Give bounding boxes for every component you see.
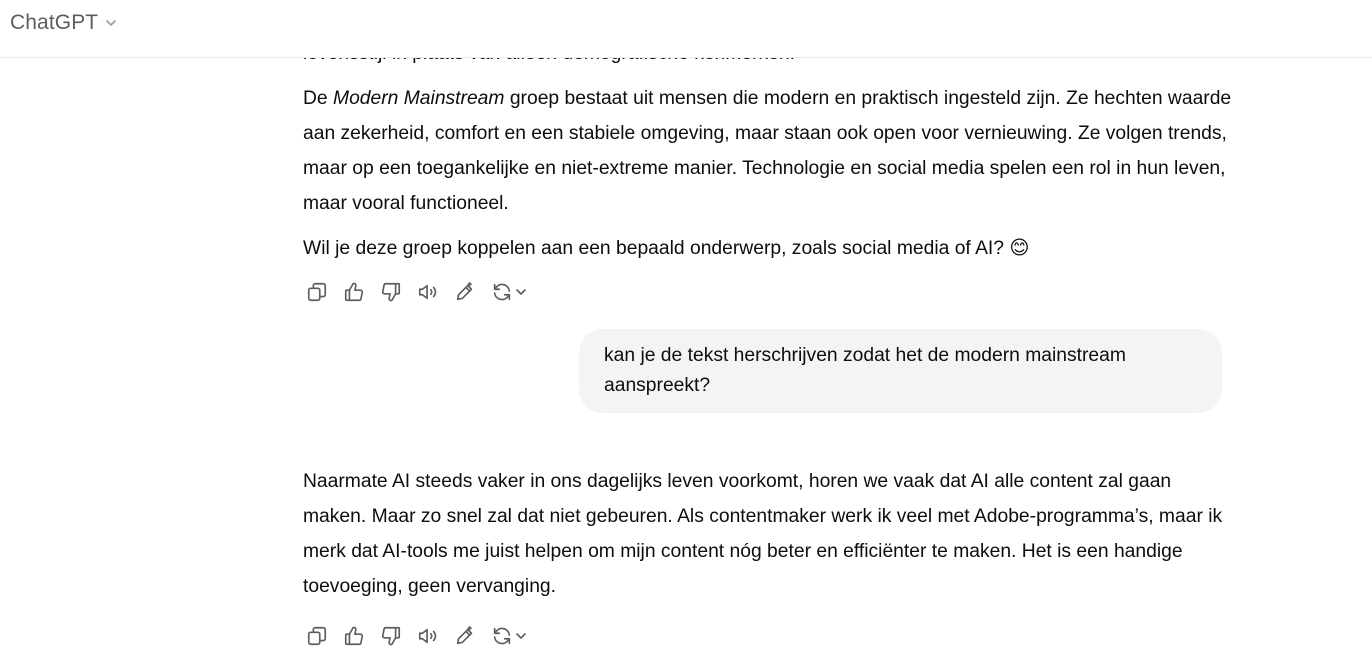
copy-icon bbox=[306, 625, 328, 647]
thumbs-up-icon bbox=[343, 281, 365, 303]
chevron-down-icon bbox=[515, 630, 527, 642]
speaker-icon bbox=[417, 281, 439, 303]
user-message-bubble bbox=[579, 329, 1222, 413]
edit-canvas-icon bbox=[454, 625, 476, 647]
regenerate-button[interactable] bbox=[489, 279, 529, 305]
regenerate-button[interactable] bbox=[489, 623, 529, 649]
assistant-message-1-paragraph-2: Wil je deze groep koppelen aan een bepaald onderwerp, zoals social media of AI? 😊 bbox=[303, 238, 1030, 259]
read-aloud-button[interactable] bbox=[415, 623, 441, 649]
thumbs-up-icon bbox=[343, 625, 365, 647]
assistant-message-1-paragraph-1 bbox=[303, 81, 1233, 221]
paragraph-prefix: De bbox=[303, 88, 334, 109]
edit-in-canvas-button[interactable] bbox=[452, 623, 478, 649]
read-aloud-button[interactable] bbox=[415, 279, 441, 305]
thumbs-down-icon bbox=[380, 625, 402, 647]
assistant-message-2-actions bbox=[304, 623, 529, 649]
model-selector[interactable] bbox=[10, 10, 118, 36]
thumbs-down-button[interactable] bbox=[378, 279, 404, 305]
regenerate-icon bbox=[491, 281, 513, 303]
chevron-down-icon bbox=[515, 286, 527, 298]
user-message-text: kan je de tekst herschrijven zodat het de modern mainstream aanspreekt? bbox=[604, 345, 1126, 396]
assistant-message-1-actions bbox=[304, 279, 529, 305]
top-header bbox=[0, 0, 1372, 58]
copy-button[interactable] bbox=[304, 279, 330, 305]
thumbs-down-button[interactable] bbox=[378, 623, 404, 649]
chevron-down-icon bbox=[104, 16, 118, 30]
speaker-icon bbox=[417, 625, 439, 647]
assistant-message-2-paragraph-1: Naarmate AI steeds vaker in ons dagelijks leven voorkomt, horen we vaak dat AI alle content zal gaan maken. Maar zo snel zal dat niet gebeuren. Als contentmaker werk ik veel met Adobe-programma’s, maar ik merk dat AI-tools me juist helpen om mijn content nóg beter en efficiënter te maken. Het is een handige toevoeging, geen vervanging. bbox=[303, 471, 1223, 597]
copy-icon bbox=[306, 281, 328, 303]
copy-button[interactable] bbox=[304, 623, 330, 649]
modern-mainstream-emphasis: Modern Mainstream bbox=[333, 88, 505, 109]
thumbs-down-icon bbox=[380, 281, 402, 303]
edit-in-canvas-button[interactable] bbox=[452, 279, 478, 305]
edit-canvas-icon bbox=[454, 281, 476, 303]
thumbs-up-button[interactable] bbox=[341, 623, 367, 649]
paragraph-rest: groep bestaat uit mensen die modern en praktisch ingesteld zijn. Ze hechten waarde aan zekerheid, comfort en een stabiele omgeving, maar staan ook open voor vernieuwing. Ze volgen trends, maar op een toegankelijke en niet-extreme manier. Technologie en social media spelen een rol in hun leven, maar vooral functioneel. bbox=[303, 88, 1232, 214]
model-name: ChatGPT bbox=[10, 11, 99, 34]
regenerate-icon bbox=[491, 625, 513, 647]
thumbs-up-button[interactable] bbox=[341, 279, 367, 305]
